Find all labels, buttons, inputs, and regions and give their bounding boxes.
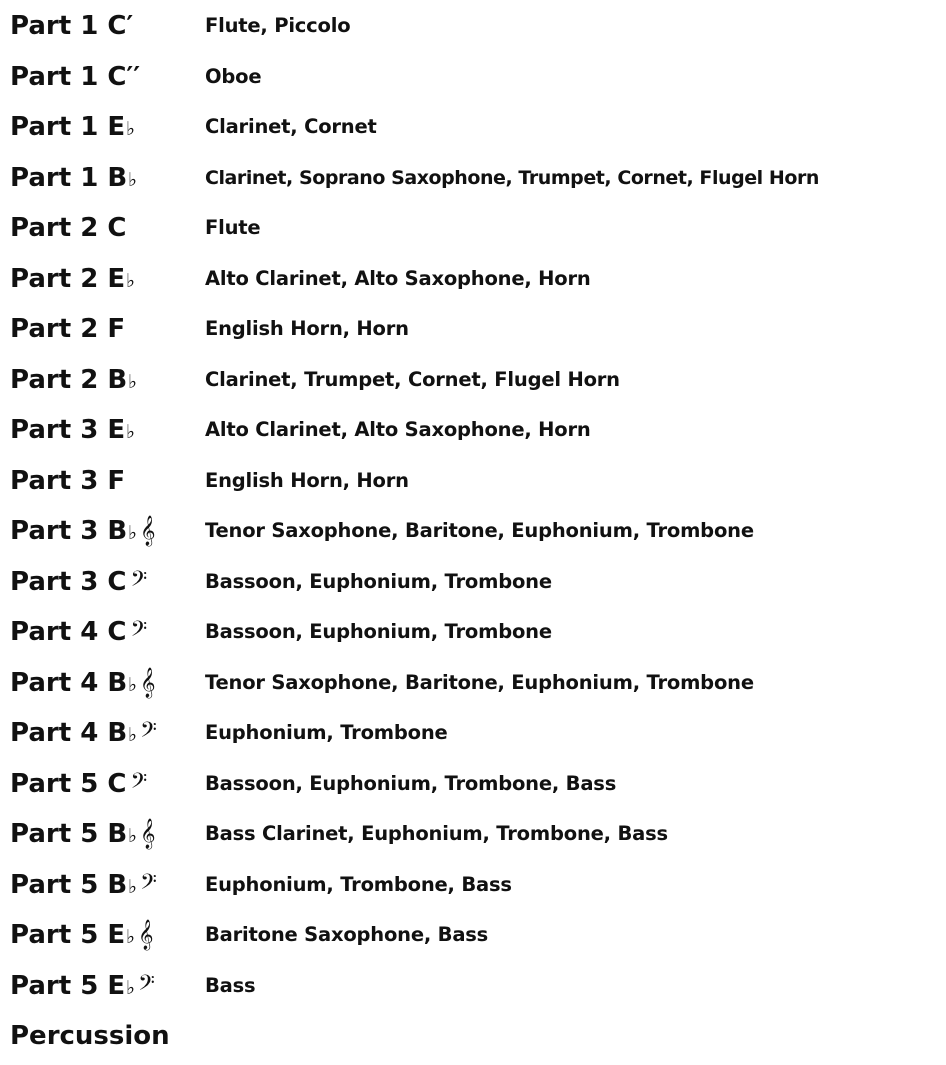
part-name: Part 4 B (10, 718, 128, 748)
part-row (10, 105, 940, 156)
flat-sign: ♭ (128, 168, 138, 191)
flat-sign: ♭ (128, 825, 138, 847)
instrument-list: Baritone Saxophone, Bass (205, 923, 489, 946)
instrument-list: Tenor Saxophone, Baritone, Euphonium, Trombone (205, 519, 754, 542)
part-name: Percussion (10, 1021, 170, 1051)
part-label (10, 509, 156, 560)
flat-sign: ♭ (128, 522, 138, 544)
part-name: Part 1 B (10, 162, 128, 193)
bass-clef-icon: 𝄢 (140, 718, 157, 748)
part-row (10, 509, 940, 560)
bass-clef-icon: 𝄢 (138, 970, 155, 1001)
instrument-list: Euphonium, Trombone (205, 721, 448, 744)
part-name: Part 3 C (10, 566, 127, 597)
part-name: Part 2 B (10, 364, 128, 395)
part-label (10, 156, 140, 207)
part-label (10, 358, 140, 409)
part-label (10, 762, 147, 813)
part-name: Part 1 E (10, 112, 126, 142)
part-label (10, 4, 137, 55)
instrument-list: Alto Clarinet, Alto Saxophone, Horn (205, 418, 591, 441)
part-name: Part 4 B (10, 667, 128, 698)
part-row (10, 863, 940, 914)
part-row (10, 610, 940, 661)
part-row (10, 711, 940, 762)
part-label (10, 711, 157, 762)
part-label (10, 661, 156, 712)
part-label (10, 55, 144, 106)
part-row (10, 257, 940, 308)
bass-clef-icon: 𝄢 (130, 566, 148, 597)
part-row (10, 964, 940, 1015)
flat-sign: ♭ (126, 269, 136, 292)
part-name: Part 1 C′′ (10, 61, 141, 92)
part-label (10, 560, 147, 611)
instrument-list: Alto Clarinet, Alto Saxophone, Horn (205, 266, 591, 290)
part-label (10, 913, 153, 964)
instrument-list: Clarinet, Trumpet, Cornet, Flugel Horn (205, 367, 620, 391)
parts-list (10, 4, 940, 1065)
part-name: Part 2 C (10, 213, 127, 243)
part-row (10, 408, 940, 459)
instrument-list: Flute (205, 216, 261, 239)
part-row (10, 358, 940, 409)
part-name: Part 3 E (10, 415, 126, 445)
part-label (10, 863, 157, 914)
part-name: Part 3 F (10, 465, 126, 496)
bass-clef-icon: 𝄢 (130, 768, 148, 799)
part-row (10, 762, 940, 813)
part-row (10, 661, 940, 712)
part-row (10, 156, 940, 207)
flat-sign: ♭ (128, 370, 138, 393)
part-name: Part 5 E (10, 920, 126, 950)
treble-clef-icon: 𝄞 (140, 516, 156, 546)
part-name: Part 1 C′ (10, 11, 134, 41)
part-label (10, 1014, 174, 1065)
part-row (10, 459, 940, 510)
part-name: Part 2 F (10, 314, 126, 344)
instrument-list: Bassoon, Euphonium, Trombone (205, 620, 552, 643)
instrument-list: Clarinet, Soprano Saxophone, Trumpet, Cornet, Flugel Horn (205, 166, 819, 189)
part-row (10, 913, 940, 964)
flat-sign: ♭ (128, 673, 138, 696)
flat-sign: ♭ (128, 724, 138, 746)
instrument-list: Clarinet, Cornet (205, 115, 377, 138)
instrument-list: Flute, Piccolo (205, 14, 351, 37)
instrument-list: Oboe (205, 64, 262, 88)
part-label (10, 610, 147, 661)
part-row (10, 206, 940, 257)
flat-sign: ♭ (126, 976, 136, 999)
treble-clef-icon: 𝄞 (140, 819, 156, 849)
instrument-list: Bassoon, Euphonium, Trombone, Bass (205, 771, 617, 795)
part-label (10, 408, 138, 459)
treble-clef-icon: 𝄞 (140, 667, 156, 698)
flat-sign: ♭ (126, 421, 136, 443)
instrument-list: Bassoon, Euphonium, Trombone (205, 569, 552, 593)
part-label (10, 307, 129, 358)
part-label (10, 459, 129, 510)
instrument-list: Euphonium, Trombone, Bass (205, 872, 512, 896)
flat-sign: ♭ (128, 875, 138, 898)
part-row (10, 55, 940, 106)
instrument-list: Tenor Saxophone, Baritone, Euphonium, Trombone (205, 670, 754, 694)
flat-sign: ♭ (126, 926, 136, 948)
part-label (10, 964, 155, 1015)
part-name: Part 2 E (10, 263, 126, 294)
part-row (10, 812, 940, 863)
part-row (10, 4, 940, 55)
instrument-list: English Horn, Horn (205, 468, 409, 492)
part-label (10, 257, 138, 308)
treble-clef-icon: 𝄞 (138, 920, 154, 950)
part-name: Part 5 E (10, 970, 126, 1001)
part-label (10, 105, 138, 156)
part-label (10, 206, 130, 257)
part-name: Part 5 B (10, 819, 128, 849)
bass-clef-icon: 𝄢 (130, 617, 148, 647)
part-row (10, 560, 940, 611)
bass-clef-icon: 𝄢 (140, 869, 157, 900)
part-row (10, 1014, 940, 1065)
part-row (10, 307, 940, 358)
instrument-list: Bass (205, 973, 256, 997)
part-label (10, 812, 156, 863)
part-name: Part 3 B (10, 516, 128, 546)
part-name: Part 5 C (10, 768, 127, 799)
instrument-list: Bass Clarinet, Euphonium, Trombone, Bass (205, 822, 668, 845)
part-name: Part 5 B (10, 869, 128, 900)
flat-sign: ♭ (126, 118, 136, 140)
part-name: Part 4 C (10, 617, 127, 647)
instrument-list: English Horn, Horn (205, 317, 409, 340)
